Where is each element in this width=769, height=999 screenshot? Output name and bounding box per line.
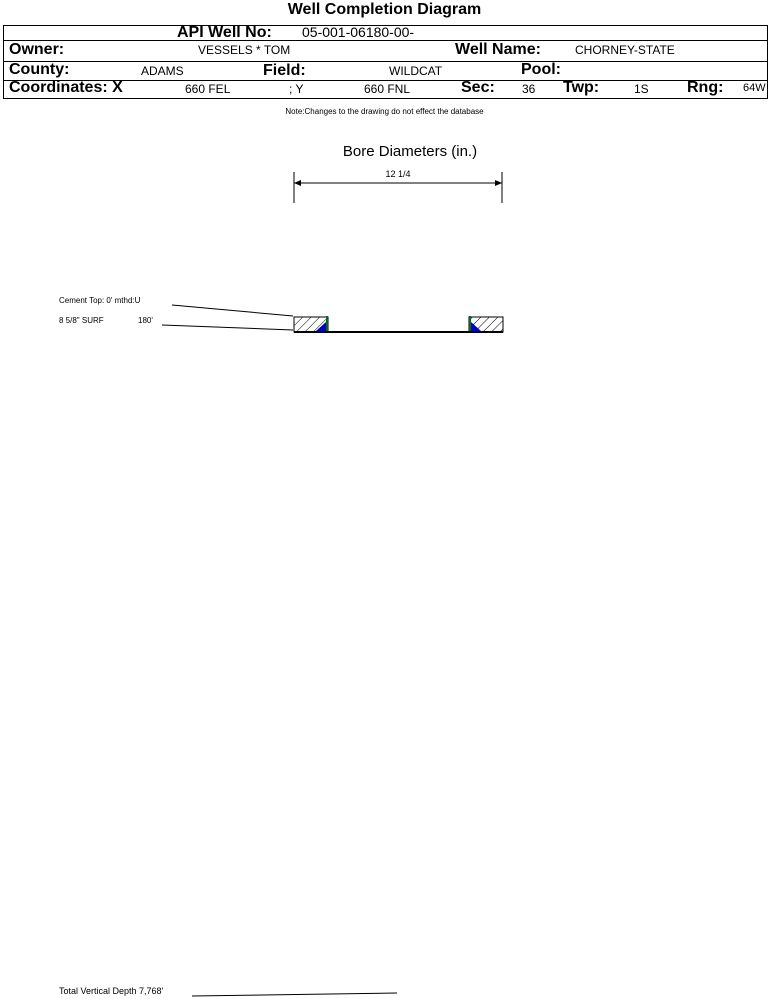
- twp-label: Twp:: [563, 79, 600, 96]
- api-value: 05-001-06180-00-: [302, 24, 415, 40]
- y-coordinate-value: 660 FNL: [364, 82, 411, 96]
- county-value: ADAMS: [141, 64, 184, 78]
- total-depth-label: Total Vertical Depth 7,768': [59, 986, 164, 996]
- field-value: WILDCAT: [389, 64, 443, 78]
- rng-value: 64W: [743, 82, 766, 94]
- coordinates-label: Coordinates: X: [9, 79, 123, 96]
- disclaimer-note: Note:Changes to the drawing do not effect the database: [285, 107, 484, 116]
- field-label: Field:: [263, 62, 306, 79]
- api-label: API Well No:: [177, 24, 272, 41]
- x-coordinate-value: 660 FEL: [185, 82, 231, 96]
- cement-top-leader: [172, 305, 293, 316]
- twp-value: 1S: [634, 82, 649, 96]
- left-cement-annulus: [294, 316, 328, 332]
- casing-leader: [162, 325, 293, 330]
- owner-value: VESSELS * TOM: [198, 43, 291, 57]
- owner-label: Owner:: [9, 41, 65, 58]
- page-title: Well Completion Diagram: [287, 1, 482, 18]
- county-label: County:: [9, 61, 70, 78]
- right-cement-annulus: [469, 316, 503, 332]
- bore-diameters-title: Bore Diameters (in.): [342, 143, 478, 160]
- pool-label: Pool:: [521, 61, 561, 78]
- y-coordinate-label: ; Y: [289, 82, 304, 96]
- cement-top-label: Cement Top: 0' mthd:U: [59, 296, 141, 305]
- rng-label: Rng:: [687, 79, 724, 96]
- well-name-value: CHORNEY-STATE: [575, 43, 675, 57]
- bore-diameter-label: 12 1/4: [385, 169, 411, 179]
- well-name-label: Well Name:: [455, 41, 541, 58]
- sec-label: Sec:: [461, 79, 495, 96]
- casing-label: 8 5/8" SURF: [59, 316, 104, 325]
- casing-depth-label: 180': [138, 316, 153, 325]
- total-depth-line: [192, 993, 397, 996]
- sec-value: 36: [522, 82, 536, 96]
